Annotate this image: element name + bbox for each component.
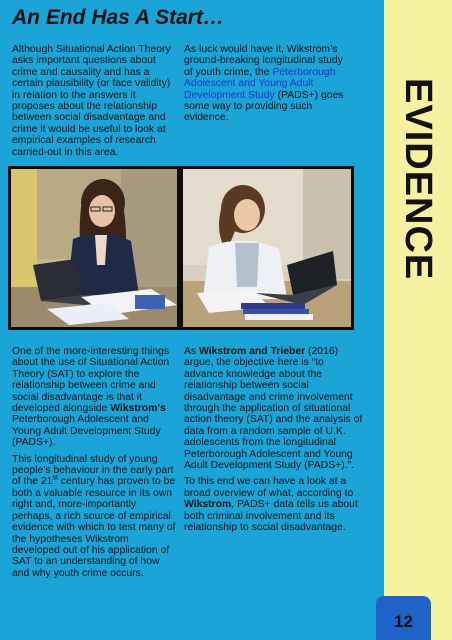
text: Peterborough Adolescent and Young Adult Development Study (PADS+). xyxy=(12,414,161,449)
paragraph: Although Situational Action Theory asks important questions about crime and causality and has a certain plausibility (or face validity) in relation to the answers it proposes about the relationship between social disadvantage and crime it would be useful to look at empirical examples of research carried-out in this area. xyxy=(12,44,171,158)
section-label: EVIDENCE xyxy=(397,78,439,281)
text: To this end we can have a look at a broad overview of what, according to xyxy=(184,476,354,499)
text: As xyxy=(184,346,200,357)
emphasis: Wikstrom xyxy=(184,499,232,511)
emphasis: Wikstrom and Trieber xyxy=(199,346,306,357)
paragraph xyxy=(184,44,352,124)
text: , PADS+ data tells us about both criminal involvement and its relationship to social disadvantage. xyxy=(184,499,358,534)
paragraph xyxy=(12,346,177,449)
photo-woman-laptop-right xyxy=(180,166,354,330)
page-number: 12 xyxy=(394,612,413,631)
paragraph xyxy=(184,346,364,471)
paragraph xyxy=(12,454,177,579)
emphasis: Wikstrom's xyxy=(110,403,166,415)
text-column-3 xyxy=(12,346,177,584)
text: This longitudinal study of young people’s behaviour in the early part of the 21 xyxy=(12,453,174,488)
pads-link[interactable]: Peterborough Adolescent and Young Adult Development Study xyxy=(184,66,336,101)
text: As luck would have it, Wikstrom’s ground-breaking longitudinal study of youth crime, the xyxy=(184,44,343,78)
text: century has proven to be both a valuable resource in its own right and, more-importantly perhaps, a rich source of empirical evidence with which to test many of the hypotheses Wikstrom developed out of his application of SAT to an understanding of how and why youth crime occurs. xyxy=(12,476,176,579)
text-column-4 xyxy=(184,346,364,539)
text: (PADS+) goes some way to providing such evidence. xyxy=(184,89,344,124)
text: One of the more-interesting things about the use of Situational Action Theory (SAT) to explore the relationship between crime and social disadvantage is that it developed alongside xyxy=(12,346,170,415)
superscript: st xyxy=(52,475,58,482)
page-title: An End Has A Start… xyxy=(12,6,224,29)
text: (2016) argue, the objective here is “to advance knowledge about the relationship between social disadvantage and crime involvement through the application of situational action theory (SAT) and the analysis of data from a random sample of U.K. adolescents from the longitudinal Peterborough Adolescent and Young Adult Development Study (PADS+).”. xyxy=(184,346,363,472)
photo-woman-laptop-left xyxy=(8,166,180,330)
paragraph xyxy=(184,476,364,533)
text-column-1 xyxy=(12,44,177,163)
text-column-2 xyxy=(184,44,352,129)
